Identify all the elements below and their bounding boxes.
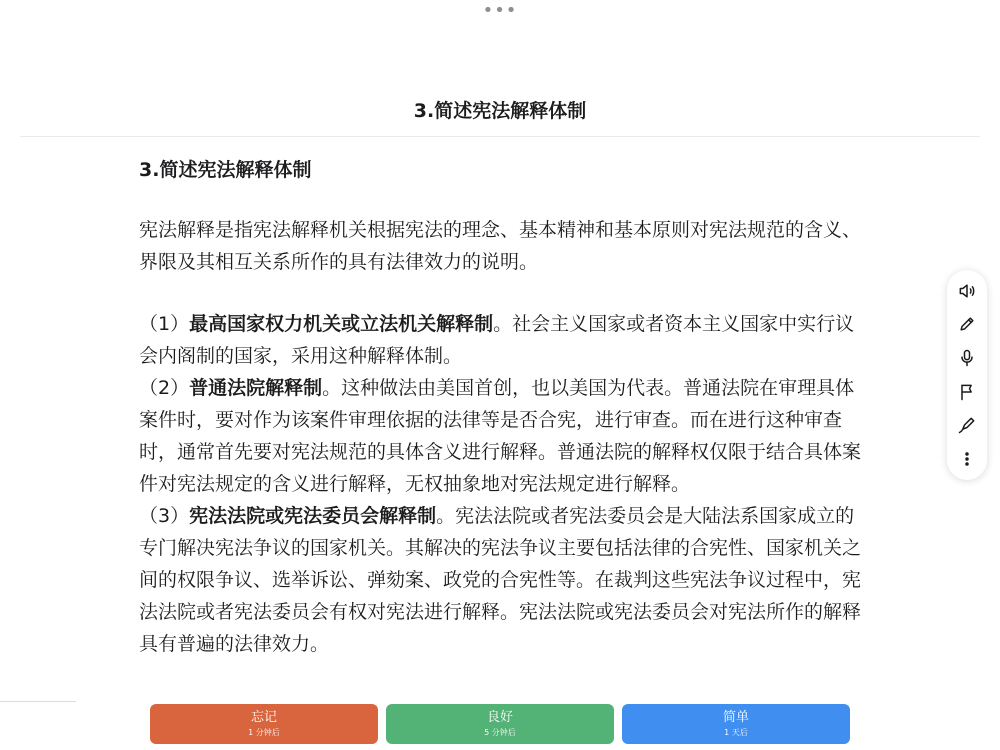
good-label: 良好 bbox=[486, 710, 513, 725]
item-prefix: （1） bbox=[139, 313, 190, 335]
title-divider bbox=[20, 136, 980, 137]
microphone-icon bbox=[957, 348, 977, 368]
item-term: 最高国家权力机关或立法机关解释制 bbox=[189, 313, 494, 335]
list-item bbox=[139, 500, 869, 660]
read-aloud-button[interactable] bbox=[955, 279, 979, 303]
pen-icon bbox=[957, 415, 977, 435]
item-text: 。宪法法院或者宪法委员会是大陆法系国家成立的专门解决宪法争议的国家机关。其解决的宪法争议主要包括法律的合宪性、国家机关之间的权限争议、选举诉讼、弹劾案、政党的合宪性等。在裁判这些宪法争议过程中，宪法法院或者宪法委员会有权对宪法进行解释。宪法法院或宪法委员会对宪法所作的解释具有普遍的法律效力。 bbox=[139, 505, 862, 655]
good-interval: 5 分钟后 bbox=[484, 728, 516, 737]
review-buttons bbox=[150, 704, 850, 744]
easy-label: 简单 bbox=[722, 710, 749, 725]
forget-button[interactable] bbox=[150, 704, 378, 744]
forget-interval: 1 分钟后 bbox=[248, 728, 280, 737]
item-term: 宪法法院或宪法委员会解释制 bbox=[189, 505, 437, 527]
easy-button[interactable] bbox=[622, 704, 850, 744]
page-title: 3.简述宪法解释体制 bbox=[413, 100, 587, 122]
item-prefix: （2） bbox=[139, 377, 190, 399]
voice-button[interactable] bbox=[955, 346, 979, 370]
item-text: 。社会主义国家或者资本主义国家中实行议会内阁制的国家，采用这种解释体制。 bbox=[139, 313, 855, 367]
item-prefix: （3） bbox=[139, 505, 190, 527]
intro-paragraph: 宪法解释是指宪法解释机关根据宪法的理念、基本精神和基本原则对宪法规范的含义、界限及其相互关系所作的具有法律效力的说明。 bbox=[139, 219, 862, 273]
tool-sidebar bbox=[947, 270, 987, 480]
drag-handle[interactable]: ••• bbox=[482, 0, 518, 21]
speaker-icon bbox=[957, 281, 977, 301]
easy-interval: 1 天后 bbox=[724, 728, 748, 737]
more-button[interactable] bbox=[955, 447, 979, 471]
flag-button[interactable] bbox=[955, 380, 979, 404]
progress-line bbox=[0, 701, 76, 702]
list-item bbox=[139, 372, 869, 500]
edit-button[interactable] bbox=[955, 312, 979, 336]
forget-label: 忘记 bbox=[250, 710, 277, 725]
more-vertical-icon bbox=[957, 449, 977, 469]
pencil-icon bbox=[957, 314, 977, 334]
good-button[interactable] bbox=[386, 704, 614, 744]
list-item bbox=[139, 308, 869, 372]
content-heading: 3.简述宪法解释体制 bbox=[139, 159, 312, 181]
item-text: 。这种做法由美国首创，也以美国为代表。普通法院在审理具体案件时，要对作为该案件审理依据的法律等是否合宪，进行审查。而在进行这种审查时，通常首先要对宪法规范的具体含义进行解释。普通法院的解释权仅限于结合具体案件对宪法规定的含义进行解释，无权抽象地对宪法规定进行解释。 bbox=[139, 377, 862, 495]
flag-icon bbox=[957, 382, 977, 402]
annotate-button[interactable] bbox=[955, 413, 979, 437]
card-content bbox=[139, 154, 869, 660]
item-term: 普通法院解释制 bbox=[189, 377, 323, 399]
